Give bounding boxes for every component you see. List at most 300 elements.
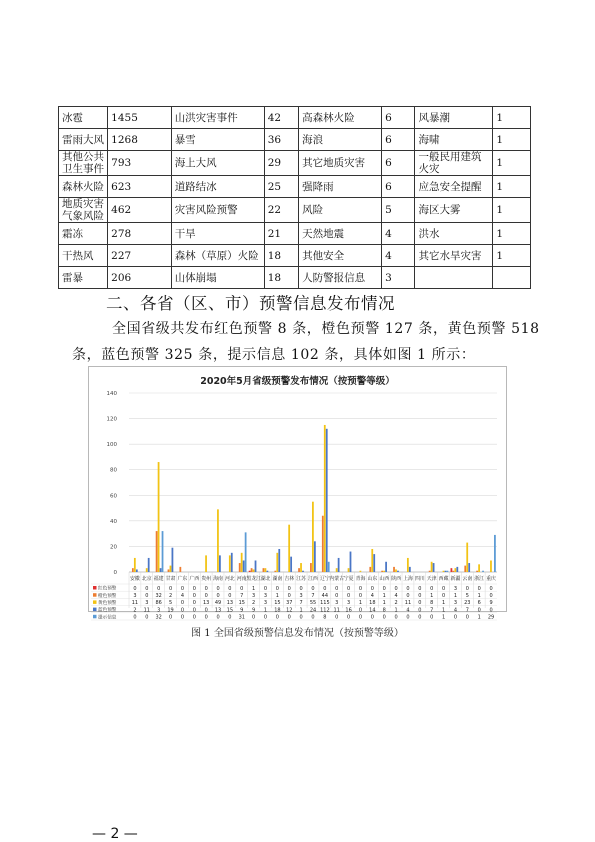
data-table-value: 1: [263, 607, 268, 614]
data-table-value: 7: [240, 593, 244, 599]
warning-count-cell: 462: [108, 198, 172, 223]
warning-count-cell: 1: [493, 107, 531, 129]
bar: [348, 568, 350, 572]
warning-type-cell: 干热风: [59, 245, 108, 267]
data-table-value: 4: [394, 593, 398, 599]
warning-type-cell: 海啸: [415, 129, 493, 151]
category-label: 辽宁: [319, 576, 330, 582]
data-table-value: 0: [180, 585, 185, 592]
bar: [288, 525, 290, 572]
warning-type-cell: 海上大风: [171, 151, 264, 176]
warning-type-cell: 干旱: [171, 223, 264, 245]
category-label: 江西: [308, 576, 318, 582]
category-label: 福建: [153, 576, 164, 582]
bar: [312, 502, 314, 572]
warning-count-cell: 29: [264, 151, 298, 176]
data-table-value: 0: [204, 593, 208, 599]
data-table-value: 24: [309, 607, 317, 614]
bar: [443, 571, 445, 572]
bar: [170, 566, 172, 572]
category-label: 甘肃: [165, 576, 176, 582]
bar: [158, 462, 160, 572]
data-table-value: 1: [477, 614, 481, 621]
data-table-value: 14: [369, 607, 376, 614]
bar: [373, 554, 375, 572]
y-tick-label: 140: [106, 391, 117, 397]
category-label: 广西: [189, 576, 200, 582]
data-table-value: 0: [418, 607, 422, 614]
data-table-value: 0: [418, 600, 422, 607]
bar: [168, 569, 170, 572]
data-table-value: 1: [441, 607, 446, 614]
data-table-value: 0: [180, 600, 185, 607]
category-label: 青海: [355, 576, 366, 582]
warning-type-table: [58, 106, 531, 289]
data-table-value: 0: [477, 607, 481, 614]
bar: [146, 568, 148, 572]
bar: [454, 568, 456, 572]
data-table-value: 31: [238, 614, 245, 621]
category-label: 吉林: [284, 576, 295, 582]
data-table-value: 0: [168, 614, 173, 621]
bar: [326, 429, 328, 572]
bar: [385, 562, 387, 572]
data-table-value: 0: [489, 607, 493, 614]
data-table-value: 0: [263, 614, 268, 621]
data-table-value: 3: [252, 593, 256, 599]
data-table-value: 2: [252, 600, 256, 607]
data-table-value: 0: [430, 585, 434, 592]
data-table-value: 0: [192, 614, 196, 621]
legend-swatch: [93, 608, 97, 612]
data-table-value: 0: [145, 614, 149, 621]
bar: [478, 564, 480, 572]
data-table-value: 0: [216, 585, 220, 592]
data-table-value: 23: [464, 600, 471, 607]
warning-type-cell: 雷雨大风: [59, 129, 108, 151]
category-label: 四川: [414, 576, 425, 582]
bar: [162, 531, 164, 572]
data-table-value: 2: [133, 607, 137, 614]
warning-type-cell: 强降雨: [299, 176, 382, 198]
data-table-value: 0: [252, 614, 256, 621]
data-table-value: 1: [358, 600, 363, 607]
warning-count-cell: 1: [493, 198, 531, 223]
warning-count-cell: 42: [264, 107, 298, 129]
data-table-value: 11: [131, 600, 139, 607]
data-table-value: 1: [441, 600, 446, 607]
data-table-value: 18: [274, 607, 281, 614]
bar: [468, 563, 470, 572]
bar: [397, 571, 399, 572]
bar: [407, 558, 409, 572]
data-table-value: 7: [299, 600, 303, 607]
warning-count-cell: 1: [493, 176, 531, 198]
data-table-value: 0: [347, 585, 351, 592]
legend-label: 橙色预警: [98, 593, 117, 599]
data-table-value: 0: [335, 593, 339, 599]
data-table-value: 1: [477, 593, 481, 599]
data-table-value: 1: [430, 593, 434, 599]
bar: [314, 541, 316, 572]
y-tick-label: 0: [113, 570, 117, 576]
data-table-value: 29: [487, 614, 495, 621]
bar: [179, 567, 181, 572]
data-table-value: 3: [145, 600, 149, 607]
bar: [324, 425, 326, 572]
data-table-value: 0: [275, 585, 279, 592]
warning-type-cell: 海浪: [299, 129, 382, 151]
chart-figure: [88, 366, 507, 621]
bar: [429, 571, 431, 572]
bar: [464, 566, 466, 572]
data-table-value: 13: [226, 600, 234, 607]
warning-type-cell: 雷暴: [59, 267, 108, 289]
warning-count-cell: 36: [264, 129, 298, 151]
data-table-value: 18: [369, 600, 376, 607]
bar: [371, 549, 373, 572]
data-table-value: 0: [406, 614, 410, 621]
category-label: 云南: [462, 576, 473, 582]
data-table-value: 1: [252, 585, 256, 592]
data-table-value: 0: [358, 614, 363, 621]
data-table-value: 0: [287, 585, 291, 592]
legend-swatch: [93, 593, 97, 597]
bar: [148, 558, 150, 572]
warning-count-cell: 6: [382, 176, 415, 198]
data-table-value: 19: [167, 607, 174, 614]
warning-count-cell: 1: [493, 245, 531, 267]
data-table-value: 0: [299, 585, 303, 592]
data-table-value: 0: [299, 614, 303, 621]
category-label: 安徽: [130, 576, 140, 582]
bar: [249, 571, 251, 572]
data-table-value: 0: [489, 593, 493, 599]
data-table-value: 0: [133, 585, 137, 592]
data-table-value: 0: [204, 607, 208, 614]
warning-type-cell: 冰雹: [59, 107, 108, 129]
data-table-value: 0: [204, 614, 208, 621]
legend-label: 提示信息: [98, 615, 117, 621]
data-table-value: 0: [263, 585, 268, 592]
data-table-value: 0: [275, 614, 279, 621]
data-table-value: 0: [192, 585, 196, 592]
category-label: 山西: [379, 576, 390, 582]
table-row: [59, 129, 531, 151]
table-row: [59, 198, 531, 223]
summary-paragraph: 全国省级共发布红色预警 8 条，橙色预警 127 条，黄色预警 518 条，蓝色预警 325 条，提示信息 102 条，具体如图 1 所示：: [72, 321, 540, 363]
data-table-value: 0: [370, 614, 374, 621]
bar: [490, 560, 492, 572]
category-label: 天津: [426, 576, 437, 582]
warning-count-cell: 1268: [108, 129, 172, 151]
bar: [229, 555, 231, 572]
data-table-value: 0: [465, 585, 469, 592]
data-table-value: 9: [489, 600, 493, 607]
data-table-value: 0: [228, 614, 232, 621]
bar: [447, 571, 449, 572]
bar: [274, 571, 276, 572]
data-table-value: 0: [311, 585, 315, 592]
data-table-value: 13: [202, 600, 210, 607]
bar: [433, 563, 435, 572]
bar: [251, 568, 253, 572]
warning-type-cell: 其它水旱灾害: [415, 245, 493, 267]
category-label: 重庆: [486, 576, 496, 582]
data-table-value: 0: [145, 585, 149, 592]
warning-count-cell: 623: [108, 176, 172, 198]
section-title: 二、各省（区、市）预警信息发布情况: [106, 294, 395, 313]
bar: [136, 569, 138, 572]
data-table-value: 44: [321, 593, 329, 599]
data-table-value: 1: [299, 607, 303, 614]
category-label: 河南: [236, 576, 247, 582]
bar: [160, 568, 162, 572]
warning-count-cell: 1: [493, 223, 531, 245]
data-table-value: 8: [382, 607, 386, 614]
data-table-value: 1: [382, 600, 386, 607]
bar: [466, 543, 468, 572]
bar: [494, 535, 496, 572]
bar: [482, 571, 484, 572]
data-table-value: 0: [358, 607, 363, 614]
page-number: — 2 —: [92, 826, 138, 842]
legend-label: 蓝色预警: [98, 608, 117, 614]
category-label: 内蒙古: [329, 576, 345, 582]
warning-count-cell: [493, 267, 531, 289]
data-table-value: 0: [323, 585, 327, 592]
warning-type-cell: 其他公共卫生事件: [59, 151, 108, 176]
warning-type-cell: 山洪灾害事件: [171, 107, 264, 129]
warning-type-cell: 灾害风险预警: [171, 198, 264, 223]
warning-count-cell: 6: [382, 129, 415, 151]
data-table-value: 16: [345, 607, 352, 614]
category-label: 河北: [225, 576, 235, 582]
data-table-value: 15: [274, 600, 281, 607]
warning-count-cell: 4: [382, 245, 415, 267]
data-table-value: 0: [382, 585, 386, 592]
category-label: 贵州: [201, 576, 212, 582]
bar: [263, 568, 265, 572]
data-table-value: 0: [489, 585, 493, 592]
data-table-value: 0: [216, 614, 220, 621]
warning-count-cell: 25: [264, 176, 298, 198]
warning-type-cell: 风暴潮: [415, 107, 493, 129]
data-table-value: 4: [453, 607, 458, 614]
warning-type-cell: 天然地震: [299, 223, 382, 245]
data-table-value: 3: [133, 593, 137, 599]
data-table-value: 8: [430, 600, 434, 607]
data-table-value: 49: [214, 600, 222, 607]
data-table-value: 0: [382, 614, 386, 621]
bar: [328, 562, 330, 572]
bar: [243, 560, 245, 572]
data-table-value: 0: [145, 593, 149, 599]
data-table-value: 5: [168, 600, 173, 607]
warning-type-cell: [415, 267, 493, 289]
data-table-value: 13: [214, 607, 222, 614]
data-table-value: 0: [418, 593, 422, 599]
data-table-value: 3: [263, 600, 268, 607]
data-table-value: 1: [394, 607, 398, 614]
bar: [253, 569, 255, 572]
data-table-value: 3: [453, 585, 458, 592]
bar: [265, 568, 267, 572]
category-label: 宁夏: [343, 576, 354, 582]
y-tick-label: 100: [106, 442, 117, 449]
bar: [300, 563, 302, 572]
legend-label: 红色预警: [98, 586, 117, 592]
warning-type-cell: 风险: [299, 198, 382, 223]
warning-count-cell: 278: [108, 223, 172, 245]
category-label: 陕西: [391, 576, 401, 582]
warning-type-cell: 暴雪: [171, 129, 264, 151]
bar: [156, 531, 158, 572]
warning-count-cell: 4: [382, 223, 415, 245]
warning-count-cell: 6: [382, 107, 415, 129]
bar: [276, 553, 278, 572]
warning-type-cell: 森林火险: [59, 176, 108, 198]
data-table-value: 0: [418, 614, 422, 621]
warning-type-cell: 森林（草原）火险: [171, 245, 264, 267]
warning-type-cell: 应急安全提醒: [415, 176, 493, 198]
bar: [381, 571, 383, 572]
category-label: 浙江: [474, 576, 485, 582]
data-table-value: 15: [238, 600, 245, 607]
bar: [383, 571, 385, 572]
warning-count-cell: 6: [382, 151, 415, 176]
bar: [267, 571, 269, 572]
data-table-value: 1: [453, 593, 458, 599]
data-table-value: 37: [286, 600, 293, 607]
data-table-value: 0: [287, 593, 291, 599]
table-row: [59, 176, 531, 198]
data-table-value: 2: [168, 593, 173, 599]
data-table-value: 0: [441, 593, 446, 599]
warning-count-cell: 3: [382, 267, 415, 289]
warning-type-cell: 高森林火险: [299, 107, 382, 129]
data-table-value: 0: [228, 593, 232, 599]
category-label: 山东: [367, 576, 378, 582]
data-table-value: 0: [287, 614, 291, 621]
warning-count-cell: 21: [264, 223, 298, 245]
legend-swatch: [93, 586, 97, 590]
data-table-value: 0: [441, 585, 446, 592]
warning-type-cell: 道路结冰: [171, 176, 264, 198]
y-tick-label: 120: [106, 416, 117, 423]
data-table-value: 1: [382, 593, 386, 599]
bar: [338, 558, 340, 572]
data-table-value: 3: [453, 600, 458, 607]
bar: [239, 563, 241, 572]
data-table-value: 4: [370, 593, 374, 599]
chart-title: 2020年5月省级预警发布情况（按预警等级）: [200, 376, 395, 387]
y-tick-label: 80: [110, 467, 117, 474]
table-row: [59, 245, 531, 267]
data-table-value: 0: [347, 593, 351, 599]
category-label: 新疆: [450, 576, 461, 582]
bar: [431, 562, 433, 572]
bar: [245, 532, 247, 572]
bar: [336, 568, 338, 572]
data-table-value: 11: [333, 607, 340, 614]
data-table-value: 3: [347, 600, 351, 607]
bar: [290, 557, 292, 572]
warning-count-cell: 18: [264, 245, 298, 267]
data-table-value: 7: [465, 607, 469, 614]
legend-swatch: [93, 600, 97, 604]
warning-count-cell: 1: [493, 151, 531, 176]
category-label: 上海: [403, 576, 413, 582]
bar: [409, 567, 411, 572]
bar: [456, 567, 458, 572]
data-table-value: 1: [275, 593, 279, 599]
warning-type-cell: 山体崩塌: [171, 267, 264, 289]
data-table-value: 3: [157, 607, 161, 614]
warning-type-cell: 其他安全: [299, 245, 382, 267]
bar: [172, 548, 174, 572]
data-table-value: 0: [228, 585, 232, 592]
bar: [219, 555, 221, 572]
warning-type-cell: 洪水: [415, 223, 493, 245]
bar: [445, 571, 447, 572]
bar: [452, 571, 454, 572]
data-table-value: 0: [406, 585, 410, 592]
table-row: [59, 223, 531, 245]
data-table-value: 32: [155, 593, 162, 599]
data-table-value: 0: [192, 607, 196, 614]
warning-count-cell: 18: [264, 267, 298, 289]
bar: [231, 553, 233, 572]
data-table-value: 0: [406, 593, 410, 599]
legend-label: 黄色预警: [98, 601, 117, 606]
data-table-value: 11: [404, 600, 412, 607]
data-table-value: 6: [477, 600, 481, 607]
y-tick-label: 60: [110, 493, 117, 500]
bar: [359, 571, 361, 572]
data-table-value: 4: [180, 593, 185, 599]
data-table-value: 11: [143, 607, 150, 614]
warning-count-cell: 1455: [108, 107, 172, 129]
data-table-value: 1: [441, 614, 446, 621]
data-table-value: 0: [335, 585, 339, 592]
warning-type-cell: 其它地质灾害: [299, 151, 382, 176]
data-table-value: 55: [309, 600, 317, 607]
data-table-value: 0: [335, 614, 339, 621]
data-table-value: 3: [335, 600, 339, 607]
data-table-value: 8: [323, 614, 327, 621]
data-table-value: 0: [180, 614, 185, 621]
data-table-value: 9: [252, 607, 256, 614]
data-table-value: 115: [320, 600, 330, 607]
data-table-value: 2: [394, 600, 398, 607]
bar: [322, 516, 324, 572]
warning-count-cell: 1: [493, 129, 531, 151]
category-label: 广东: [177, 576, 188, 582]
data-table-value: 0: [430, 614, 434, 621]
data-table-value: 5: [465, 593, 469, 599]
bar: [369, 567, 371, 572]
legend-swatch: [93, 615, 97, 619]
data-table-value: 0: [394, 585, 398, 592]
category-label: 海南: [213, 576, 223, 582]
warning-type-cell: 海区大雾: [415, 198, 493, 223]
bar: [393, 567, 395, 572]
data-table-value: 0: [370, 585, 374, 592]
bar: [350, 552, 352, 572]
warning-count-cell: 22: [264, 198, 298, 223]
bar: [451, 568, 453, 572]
